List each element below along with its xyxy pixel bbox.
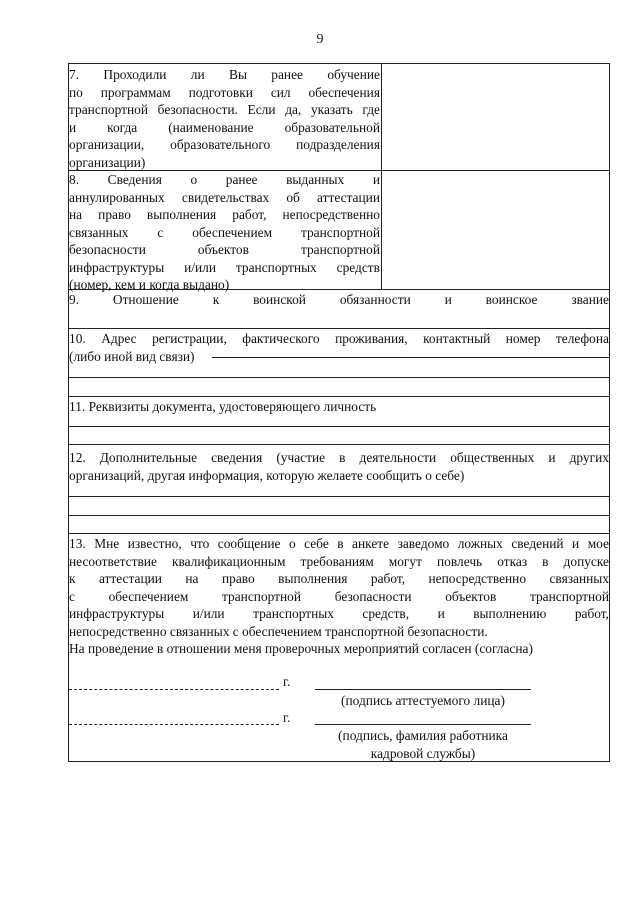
year-mark-2: г. — [283, 710, 291, 725]
text-line: на право выполнения работ, непосредственно — [69, 207, 380, 222]
row-divider — [69, 533, 609, 534]
item-9-question: 9. Отношение к воинской обязанности и воинское звание — [69, 292, 609, 307]
consent-text: На проведение в отношении меня проверочных мероприятий согласен (согласна) — [69, 641, 533, 656]
signature-caption-2 — [297, 727, 549, 762]
item-11-answer-line[interactable] — [69, 426, 609, 427]
item-12-answer-line[interactable] — [69, 496, 609, 497]
item-8-question — [69, 171, 380, 294]
item-12-answer-line[interactable] — [69, 515, 609, 516]
item-7-answer-cell[interactable] — [383, 64, 609, 169]
text-line: 13. Мне известно, что сообщение о себе в анкете заведомо ложных сведений и мое — [69, 536, 609, 551]
page-number: 9 — [316, 32, 324, 47]
text-line: по программам подготовки сил обеспечения — [69, 84, 380, 100]
text-line: инфраструктуры и/или транспортных средств, и выполнению работ, — [69, 606, 609, 621]
text-line: безопасности объектов транспортной — [69, 242, 380, 257]
item-13-statement — [69, 535, 609, 658]
item-11-question: 11. Реквизиты документа, удостоверяющего личность — [69, 399, 377, 414]
text-line: организации, образовательного подразделения — [69, 137, 380, 152]
text-line: непосредственно связанных с обеспечением транспортной безопасности. — [69, 623, 488, 639]
text-line: кадровой службы) — [370, 745, 476, 761]
signature-field-2[interactable] — [315, 724, 531, 725]
column-divider — [381, 64, 382, 289]
item-12-question — [69, 449, 609, 484]
row-divider — [69, 328, 609, 329]
text-line: аннулированных свидетельствах об аттестации — [69, 189, 380, 205]
item-10-answer-line[interactable] — [212, 357, 609, 358]
text-line: к аттестации на право выполнения работ, непосредственно связанных — [69, 571, 609, 586]
signature-caption-1: (подпись аттестуемого лица) — [341, 693, 505, 708]
date-field-2[interactable] — [69, 724, 279, 725]
date-field-1[interactable] — [69, 689, 279, 690]
row-divider — [69, 396, 609, 397]
item-9-answer-field[interactable] — [69, 310, 609, 327]
text-line: (подпись, фамилия работника — [338, 728, 508, 743]
text-line: 10. Адрес регистрации, фактического проживания, контактный номер телефона — [69, 331, 609, 346]
item-10-answer-line[interactable] — [69, 377, 609, 378]
text-line: 8. Сведения о ранее выданных и — [69, 172, 380, 187]
text-line: и когда (наименование образовательной — [69, 119, 380, 135]
text-line: организации) — [69, 154, 146, 170]
text-line: связанных с обеспечением транспортной — [69, 224, 380, 240]
text-line: инфраструктуры и/или транспортных средств — [69, 259, 380, 275]
item-10-question — [69, 330, 609, 365]
questionnaire-table — [68, 63, 610, 762]
signature-field-1[interactable] — [315, 689, 531, 690]
item-8-answer-cell[interactable] — [383, 171, 609, 288]
text-line: (номер, кем и когда выдано) — [69, 277, 230, 292]
text-line: 12. Дополнительные сведения (участие в деятельности общественных и других — [69, 450, 609, 465]
text-line: организаций, другая информация, которую желаете сообщить о себе) — [69, 467, 465, 483]
item-7-question — [69, 66, 380, 171]
text-line: транспортной безопасности. Если да, указать где — [69, 102, 380, 117]
row-divider — [69, 444, 609, 445]
text-line: с обеспечением транспортной безопасности объектов транспортной — [69, 588, 609, 604]
year-mark-1: г. — [283, 674, 291, 689]
text-line: несоответствие квалификационным требованиям могут повлечь отказ в допуске — [69, 553, 609, 569]
text-line: 7. Проходили ли Вы ранее обучение — [69, 67, 380, 82]
text-line: (либо иной вид связи) — [69, 348, 195, 364]
